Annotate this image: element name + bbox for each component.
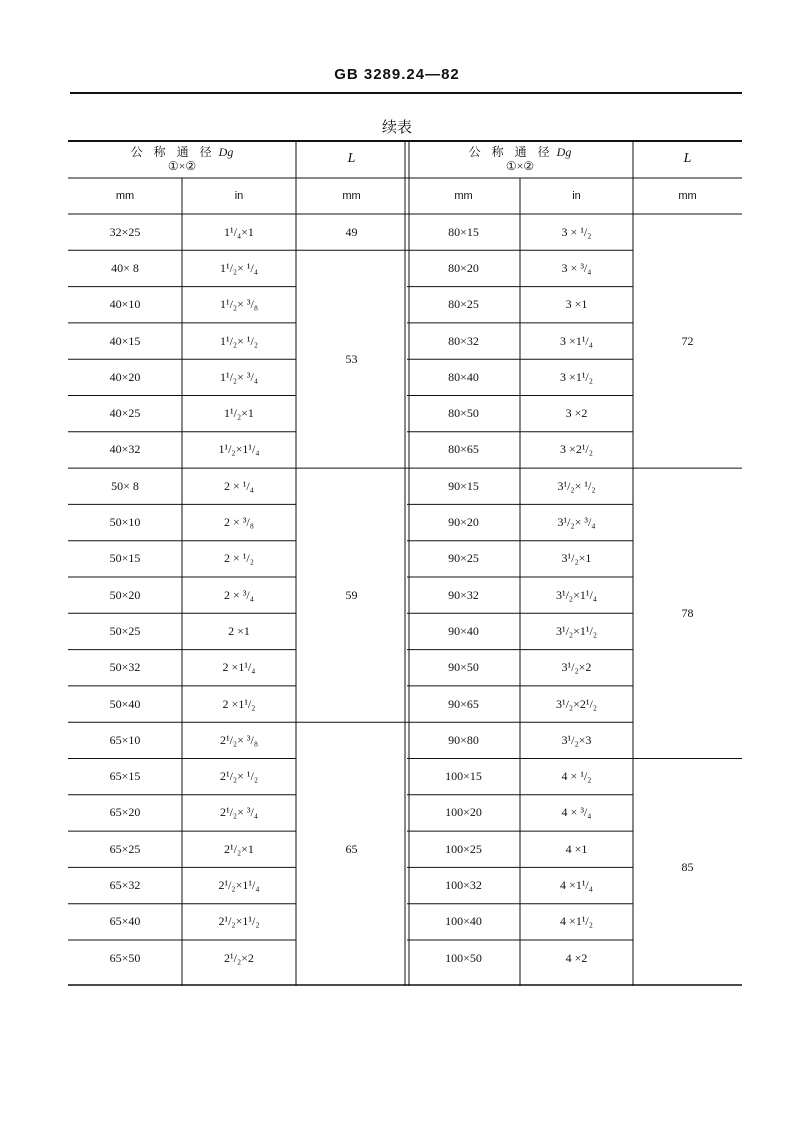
length-L-cell: 49 [345, 224, 358, 239]
size-mm-cell: 80×32 [448, 333, 479, 348]
size-in-cell: 4 ×1 [565, 841, 588, 856]
size-mm-cell: 65×25 [109, 841, 141, 856]
size-in-cell: 1¹/₄×1 [224, 224, 254, 239]
size-mm-cell: 50×32 [109, 660, 141, 675]
size-mm-cell: 40×10 [109, 297, 141, 312]
size-mm-cell: 100×40 [445, 914, 482, 929]
size-mm-cell: 65×10 [109, 732, 141, 747]
size-mm-cell: 40×20 [109, 369, 141, 384]
size-in-cell: 3¹/₂×1¹/₂ [556, 623, 597, 638]
size-in-cell: 2¹/₂×1 [224, 841, 254, 856]
right-in-unit: in [572, 190, 581, 202]
size-in-cell: 3¹/₂×2¹/₂ [556, 696, 597, 711]
size-in-cell: 2 × ³/₄ [224, 587, 254, 602]
size-mm-cell: 40×25 [109, 406, 141, 421]
size-in-cell: 2¹/₂×2 [224, 950, 254, 965]
length-L-cell: 53 [345, 351, 358, 366]
size-mm-cell: 65×32 [109, 878, 141, 893]
size-mm-cell: 80×65 [448, 442, 479, 457]
size-in-cell: 3¹/₂× ¹/₂ [557, 478, 596, 493]
size-mm-cell: 90×50 [448, 660, 479, 675]
size-in-cell: 3¹/₂×1¹/₄ [556, 587, 597, 602]
length-L-cell: 78 [681, 605, 694, 620]
length-L-cell: 59 [345, 587, 358, 602]
size-mm-cell: 100×15 [445, 769, 482, 784]
size-in-cell: 2¹/₂×1¹/₂ [218, 914, 260, 929]
size-in-cell: 3¹/₂×1 [561, 551, 592, 566]
size-mm-cell: 40×15 [109, 333, 141, 348]
right-L-unit: mm [678, 190, 697, 202]
size-mm-cell: 80×50 [448, 406, 479, 421]
size-in-cell: 3¹/₂×3 [561, 732, 592, 747]
size-mm-cell: 50×15 [109, 551, 141, 566]
size-mm-cell: 50×10 [109, 515, 141, 530]
length-L-cell: 72 [681, 333, 694, 348]
size-mm-cell: 90×15 [448, 478, 479, 493]
right-mm-unit: mm [454, 190, 473, 202]
size-in-cell: 4 × ³/₄ [561, 805, 592, 820]
size-in-cell: 2 × ¹/₄ [224, 478, 254, 493]
size-mm-cell: 100×20 [445, 805, 482, 820]
size-mm-cell: 50×40 [109, 696, 141, 711]
size-in-cell: 3 ×2 [565, 406, 588, 421]
nominal-formula: ①×② [167, 159, 197, 173]
left-in-unit: in [234, 190, 244, 202]
size-mm-cell: 65×20 [109, 805, 141, 820]
size-mm-cell: 65×15 [109, 769, 141, 784]
size-in-cell: 2 ×1¹/₂ [222, 696, 256, 711]
size-in-cell: 2¹/₂× ³/₈ [220, 732, 258, 747]
nominal-formula: ①×② [505, 159, 535, 173]
size-in-cell: 2 ×1¹/₄ [222, 660, 256, 675]
size-in-cell: 4 × ¹/₂ [561, 769, 592, 784]
nominal-label: 公 称 通 径 [468, 145, 554, 159]
size-mm-cell: 90×20 [448, 515, 479, 530]
size-in-cell: 3 × ¹/₂ [561, 224, 592, 239]
nominal-label: 公 称 通 径 [130, 145, 216, 159]
size-in-cell: 3¹/₂× ³/₄ [557, 515, 596, 530]
left-mm-unit: mm [115, 190, 135, 202]
size-in-cell: 3 ×1 [565, 297, 588, 312]
table-caption: 续表 [381, 120, 412, 136]
standard-number: GB 3289.24—82 [334, 66, 460, 83]
size-in-cell: 1¹/₂×1 [224, 406, 254, 421]
size-in-cell: 3 × ³/₄ [561, 260, 592, 275]
size-in-cell: 3¹/₂×2 [561, 660, 592, 675]
size-in-cell: 2¹/₂× ³/₄ [220, 805, 258, 820]
length-L-cell: 85 [681, 859, 694, 874]
size-mm-cell: 65×40 [109, 914, 141, 929]
dimension-table [68, 140, 742, 986]
right-nominal-header [407, 140, 633, 178]
size-mm-cell: 100×32 [445, 878, 482, 893]
size-mm-cell: 80×20 [448, 260, 479, 275]
size-in-cell: 3 ×2¹/₂ [560, 442, 593, 457]
size-mm-cell: 40×32 [109, 442, 141, 457]
size-mm-cell: 80×40 [448, 369, 479, 384]
size-mm-cell: 80×25 [448, 297, 479, 312]
size-in-cell: 4 ×1¹/₄ [560, 878, 593, 893]
left-L-unit: mm [342, 190, 361, 202]
nominal-symbol: Dg [218, 145, 234, 159]
size-mm-cell: 40× 8 [111, 260, 139, 275]
size-mm-cell: 65×50 [109, 950, 141, 965]
size-in-cell: 2¹/₂× ¹/₂ [220, 769, 258, 784]
size-mm-cell: 90×80 [448, 732, 479, 747]
size-mm-cell: 50×20 [109, 587, 141, 602]
size-mm-cell: 100×50 [445, 950, 482, 965]
size-mm-cell: 50× 8 [111, 478, 139, 493]
size-mm-cell: 50×25 [109, 623, 141, 638]
size-in-cell: 2¹/₂×1¹/₄ [218, 878, 260, 893]
size-in-cell: 1¹/₂× ³/₄ [220, 369, 258, 384]
left-length-header: L [347, 151, 356, 166]
size-in-cell: 3 ×1¹/₂ [560, 369, 593, 384]
size-in-cell: 1¹/₂× ¹/₄ [220, 260, 258, 275]
size-in-cell: 2 × ¹/₂ [224, 551, 254, 566]
length-L-cell: 65 [345, 841, 358, 856]
header-rule [70, 92, 742, 94]
size-in-cell: 4 ×1¹/₂ [560, 914, 593, 929]
size-in-cell: 1¹/₂× ¹/₂ [220, 333, 258, 348]
size-in-cell: 4 ×2 [565, 950, 588, 965]
size-in-cell: 1¹/₂× ³/₈ [220, 297, 258, 312]
size-in-cell: 2 ×1 [228, 623, 250, 638]
size-in-cell: 3 ×1¹/₄ [560, 333, 593, 348]
left-nominal-header [68, 140, 296, 178]
size-mm-cell: 90×40 [448, 623, 479, 638]
size-mm-cell: 90×32 [448, 587, 479, 602]
size-mm-cell: 90×65 [448, 696, 479, 711]
size-mm-cell: 100×25 [445, 841, 482, 856]
size-in-cell: 1¹/₂×1¹/₄ [218, 442, 260, 457]
right-length-header: L [683, 151, 692, 166]
size-mm-cell: 32×25 [109, 224, 141, 239]
nominal-symbol: Dg [556, 145, 572, 159]
size-mm-cell: 90×25 [448, 551, 479, 566]
size-in-cell: 2 × ³/₈ [224, 515, 254, 530]
size-mm-cell: 80×15 [448, 224, 479, 239]
